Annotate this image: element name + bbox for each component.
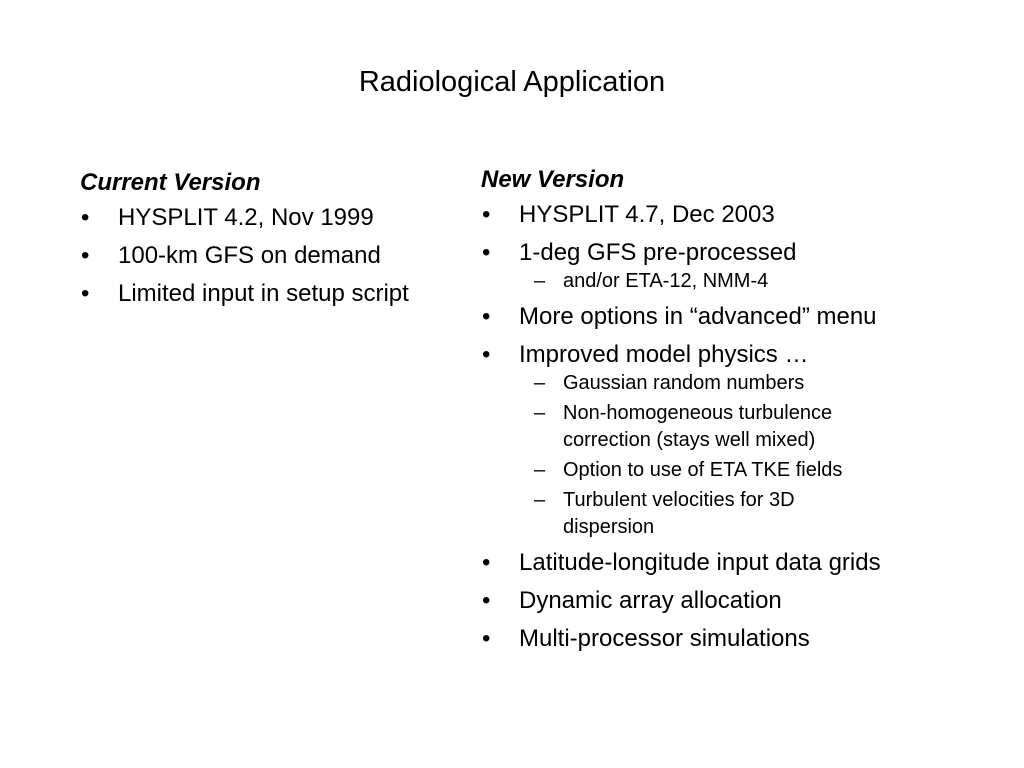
list-item-text: More options in “advanced” menu [519, 303, 877, 330]
list-item [80, 279, 475, 308]
sub-list-item-text: Gaussian random numbers [563, 372, 805, 394]
list-item-text: HYSPLIT 4.2, Nov 1999 [118, 204, 374, 231]
bullet-icon: • [482, 549, 491, 576]
bullet-icon: • [81, 280, 90, 307]
dash-icon: – [534, 270, 546, 292]
new-version-column [481, 163, 1001, 662]
list-item-text: Latitude-longitude input data grids [519, 549, 881, 576]
dash-icon: – [534, 372, 546, 394]
bullet-icon: • [81, 242, 90, 269]
list-item [481, 624, 1001, 653]
list-item-text: 100-km GFS on demand [118, 242, 381, 269]
sub-list-item-text: Turbulent velocities for 3D dispersion [563, 489, 795, 538]
list-item [481, 340, 1001, 369]
list-item-text: Improved model physics … [519, 341, 809, 368]
list-item [80, 203, 475, 232]
bullet-icon: • [482, 587, 491, 614]
new-version-list [481, 200, 1001, 653]
sub-list-item [481, 487, 1001, 541]
new-version-heading: New Version [481, 166, 625, 193]
list-item [481, 586, 1001, 615]
current-version-list [80, 203, 475, 308]
sub-list-item [481, 400, 1001, 454]
dash-icon: – [534, 489, 546, 511]
sub-list-item [481, 457, 1001, 484]
dash-icon: – [534, 402, 546, 424]
sub-list-item-text: Non-homogeneous turbulence correction (stays well mixed) [563, 402, 833, 451]
bullet-icon: • [482, 625, 491, 652]
list-item-text: HYSPLIT 4.7, Dec 2003 [519, 201, 775, 228]
sub-list-item-text: and/or ETA-12, NMM-4 [563, 270, 769, 292]
sub-list-item-text: Option to use of ETA TKE fields [563, 459, 843, 481]
sub-list-item [481, 268, 1001, 295]
dash-icon: – [534, 459, 546, 481]
bullet-icon: • [81, 204, 90, 231]
list-item [481, 200, 1001, 229]
list-item [481, 238, 1001, 267]
bullet-icon: • [482, 303, 491, 330]
list-item [80, 241, 475, 270]
list-item [481, 302, 1001, 331]
list-item-text: 1-deg GFS pre-processed [519, 239, 797, 266]
current-version-column [80, 166, 475, 317]
list-item-text: Multi-processor simulations [519, 625, 810, 652]
list-item-text: Limited input in setup script [118, 280, 409, 307]
slide-title: Radiological Application [358, 66, 666, 98]
current-version-heading: Current Version [80, 169, 261, 196]
bullet-icon: • [482, 239, 491, 266]
sub-list-item [481, 370, 1001, 397]
list-item-text: Dynamic array allocation [519, 587, 782, 614]
bullet-icon: • [482, 201, 491, 228]
bullet-icon: • [482, 341, 491, 368]
list-item [481, 548, 1001, 577]
